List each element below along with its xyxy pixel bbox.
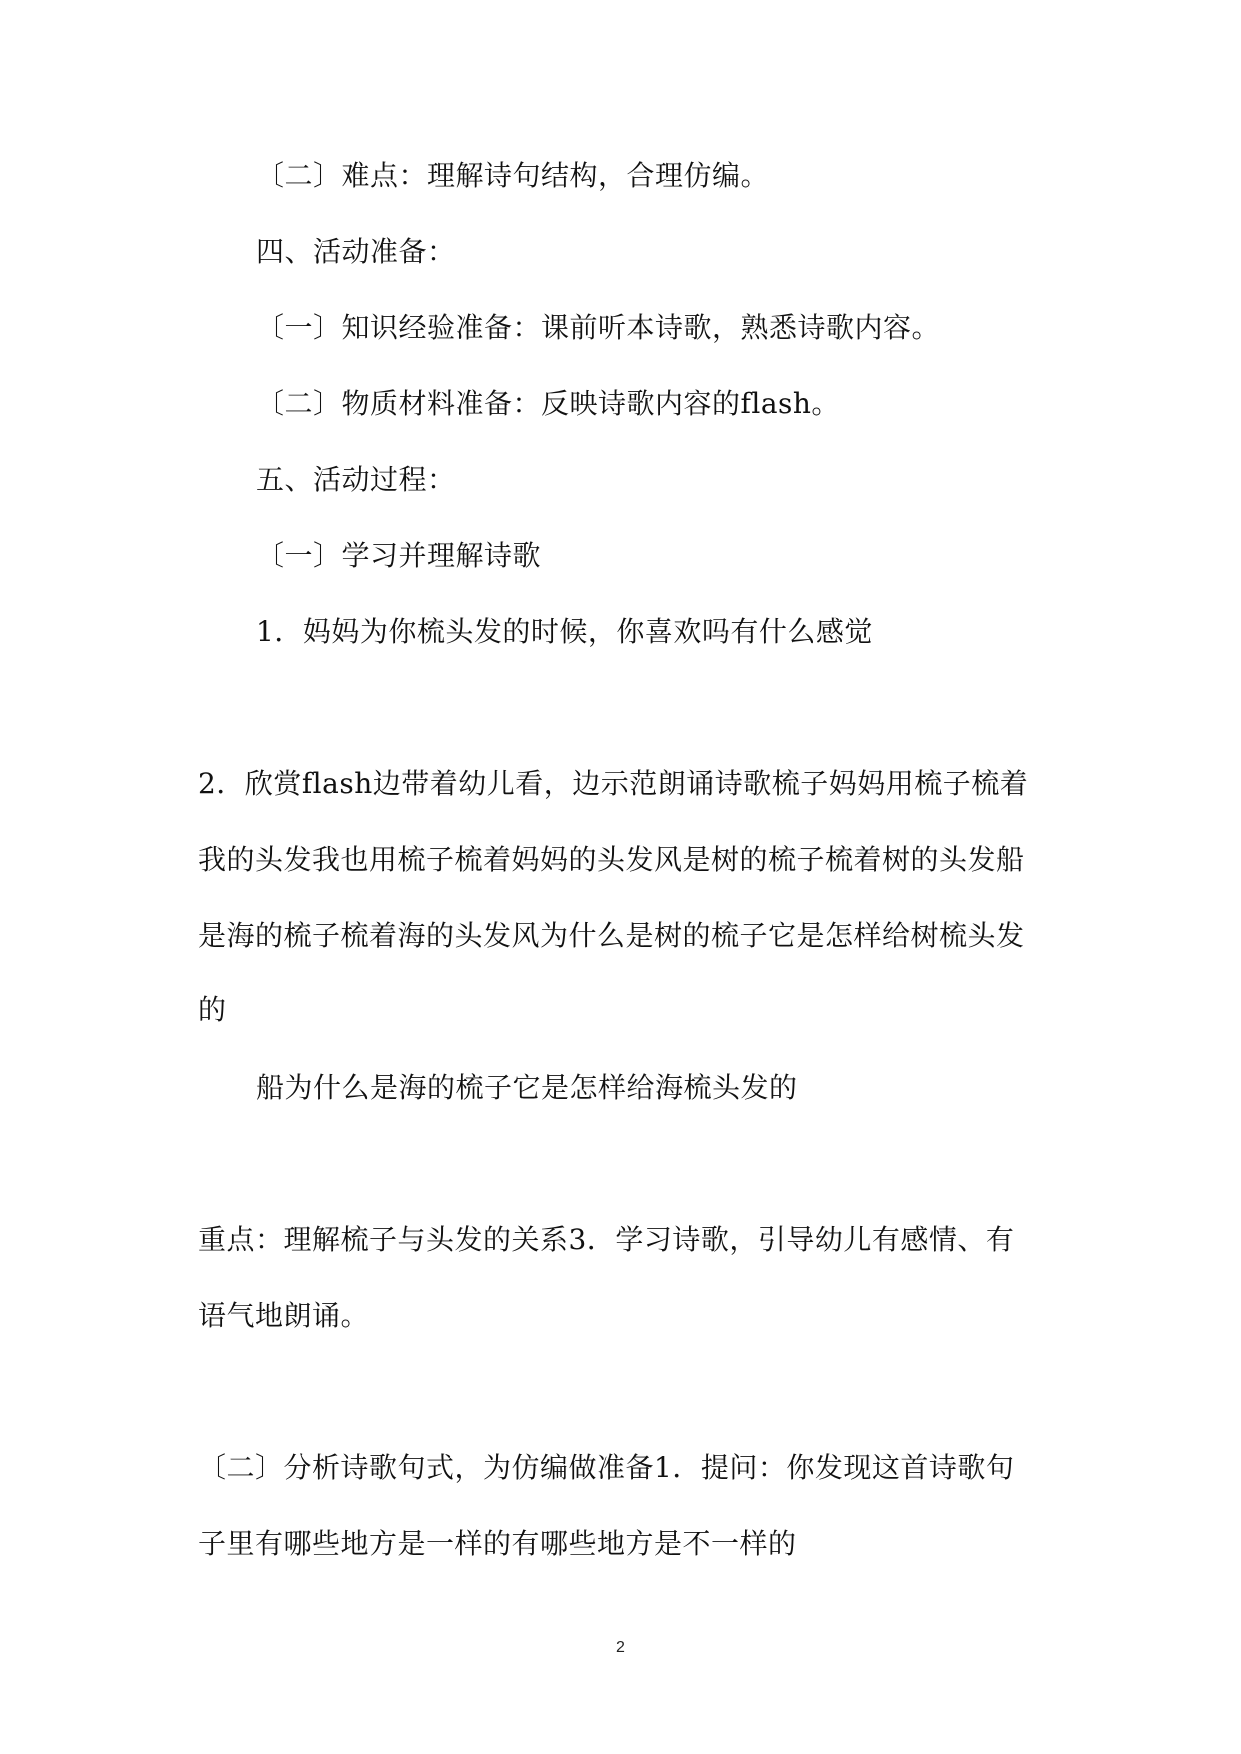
page-number: 2: [616, 1639, 625, 1656]
paragraph-step-2-line-4: 的: [198, 993, 227, 1026]
paragraph-step-1: 1．妈妈为你梳头发的时候，你喜欢吗有什么感觉: [256, 615, 873, 648]
paragraph-difficulty: 〔二〕难点：理解诗句结构，合理仿编。: [256, 159, 770, 192]
subheading-learn-poem: 〔一〕学习并理解诗歌: [256, 539, 542, 572]
paragraph-boat-question: 船为什么是海的梳子它是怎样给海梳头发的: [256, 1071, 798, 1104]
paragraph-knowledge-preparation: 〔一〕知识经验准备：课前听本诗歌，熟悉诗歌内容。: [256, 311, 941, 344]
paragraph-step-2-line-2: 我的头发我也用梳子梳着妈妈的头发风是树的梳子梳着树的头发船: [198, 843, 1025, 876]
heading-activity-preparation: 四、活动准备：: [256, 235, 456, 268]
heading-activity-process: 五、活动过程：: [256, 463, 456, 496]
paragraph-step-2-line-3: 是海的梳子梳着海的头发风为什么是树的梳子它是怎样给树梳头发: [198, 919, 1025, 952]
paragraph-key-point-line-1: 重点：理解梳子与头发的关系3．学习诗歌，引导幼儿有感情、有: [198, 1223, 1015, 1256]
paragraph-analysis-line-2: 子里有哪些地方是一样的有哪些地方是不一样的: [198, 1527, 797, 1560]
paragraph-analysis-line-1: 〔二〕分析诗歌句式，为仿编做准备1．提问：你发现这首诗歌句: [198, 1451, 1015, 1484]
paragraph-material-preparation: 〔二〕物质材料准备：反映诗歌内容的flash。: [256, 387, 840, 420]
paragraph-step-2-line-1: 2．欣赏flash边带着幼儿看，边示范朗诵诗歌梳子妈妈用梳子梳着: [198, 767, 1029, 800]
paragraph-key-point-line-2: 语气地朗诵。: [198, 1299, 370, 1332]
